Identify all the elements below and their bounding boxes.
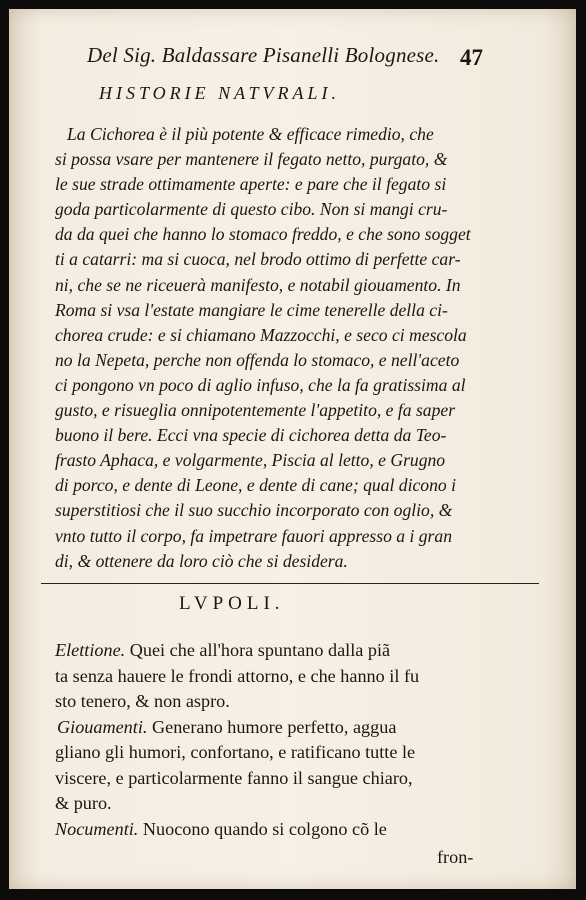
- text-line: chorea crude: e si chiamano Mazzocchi, e seco ci mescola: [55, 324, 467, 345]
- section-divider-rule: [41, 583, 539, 584]
- text-line: La Cichorea è il più potente & efficace rimedio, che: [67, 124, 434, 144]
- lupoli-text: [55, 638, 495, 842]
- text-line: di porco, e dente di Leone, e dente di cane; qual dicono i: [55, 475, 456, 496]
- subsection-title: LVPOLI.: [179, 593, 285, 614]
- text-line: no la Nepeta, perche non offenda lo stomaco, e nell'aceto: [55, 349, 460, 370]
- nocumenti-label: Nocumenti.: [55, 818, 139, 839]
- text-line: di, & ottenere da loro ciò che si desidera.: [55, 550, 348, 571]
- text-line: si possa vsare per mantenere il fegato netto, purgato, &: [55, 149, 448, 170]
- text-line: superstitiosi che il suo succhio incorporato con oglio, &: [55, 500, 453, 521]
- elettione-label: Elettione.: [55, 640, 126, 660]
- text-line: viscere, e particolarmente fanno il sangue chiaro,: [55, 767, 413, 788]
- text-line: Roma si vsa l'estate mangiare le cime tenerelle della ci-: [55, 299, 448, 320]
- text-line: sto tenero, & non aspro.: [55, 691, 230, 711]
- text-line: ci pongono vn poco di aglio infuso, che la fa gratissima al: [55, 374, 466, 395]
- text-line: ni, che se ne riceuerà manifesto, e notabil giouamento. In: [55, 274, 461, 295]
- text-line: buono il bere. Ecci vna specie di cichorea detta da Teo-: [55, 425, 447, 446]
- text-line: da da quei che hanno lo stomaco freddo, e che sono sogget: [55, 224, 471, 245]
- catchword: fron-: [437, 847, 474, 867]
- page-number: 47: [460, 45, 483, 70]
- book-page: [9, 9, 576, 889]
- text-line: goda particolarmente di questo cibo. Non si mangi cru-: [55, 199, 448, 220]
- text-line: Generano humore perfetto, aggua: [147, 716, 397, 737]
- text-line: le sue strade ottimamente aperte: e pare che il fegato si: [55, 174, 447, 195]
- nocumenti-entry: [55, 817, 495, 843]
- giouamenti-entry: [55, 715, 495, 741]
- text-line: ta senza hauere le frondi attorno, e che hanno il fu: [55, 665, 420, 686]
- section-title: HISTORIE NATVRALI.: [99, 83, 340, 103]
- text-line: & puro.: [55, 793, 112, 813]
- text-line: gusto, e risueglia onnipotentemente l'appetito, e fa saper: [55, 400, 456, 421]
- running-head: Del Sig. Baldassare Pisanelli Bolognese.: [87, 43, 440, 67]
- text-line: Quei che all'hora spuntano dalla piã: [125, 640, 391, 660]
- text-line: Nuocono quando si colgono cõ le: [138, 818, 387, 839]
- elettione-entry: [55, 638, 495, 664]
- giouamenti-label: Giouamenti.: [57, 716, 148, 737]
- text-line: ti a catarri: ma si cuoca, nel brodo ottimo di perfette car-: [55, 249, 461, 270]
- text-line: vnto tutto il corpo, fa impetrare fauori appresso a i gran: [55, 525, 452, 546]
- text-line: gliano gli humori, confortano, e ratificano tutte le: [55, 742, 416, 762]
- natural-history-text: [55, 122, 495, 574]
- text-line: frasto Aphaca, e volgarmente, Piscia al letto, e Grugno: [55, 450, 446, 471]
